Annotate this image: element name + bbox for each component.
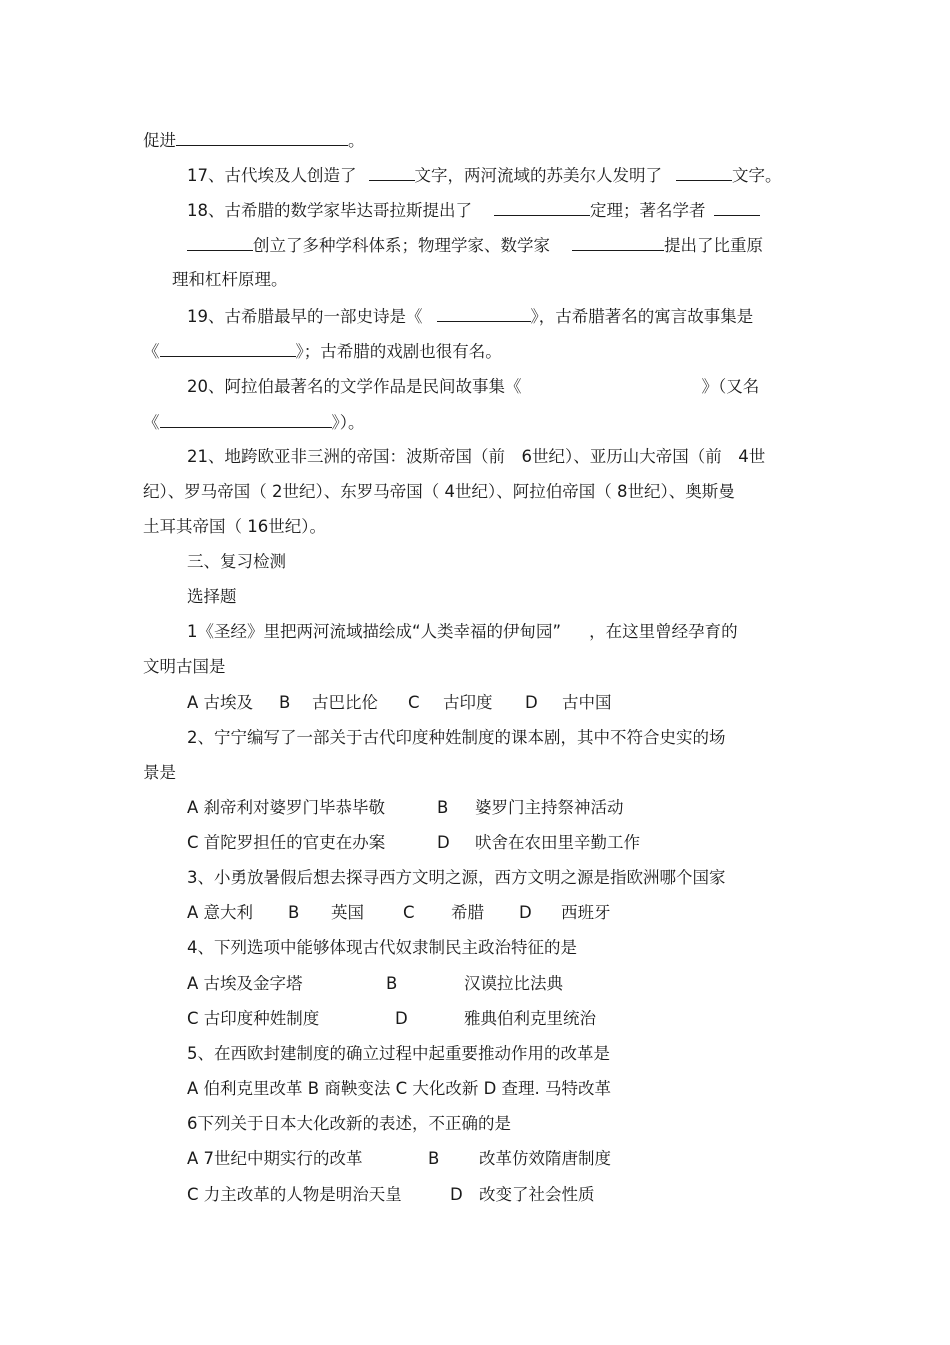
q21-line-1: 21、地跨欧亚非三洲的帝国：波斯帝国（前 6世纪）、亚历山大帝国（前 4世 (187, 447, 766, 466)
c2-question-line-2: 景是 (143, 763, 176, 782)
option-a[interactable]: A 意大利 (187, 903, 254, 922)
option-c[interactable]: 古印度 (443, 693, 493, 712)
fill-blank[interactable] (572, 234, 664, 251)
c1-options (187, 692, 612, 714)
option-b-letter[interactable]: B (437, 798, 449, 817)
option-d[interactable]: 吠舍在农田里辛勤工作 (475, 833, 640, 852)
c2-question-line-1: 2、宁宁编写了一部关于古代印度种姓制度的课本剧，其中不符合史实的场 (187, 728, 726, 747)
option-d-letter[interactable]: D (450, 1185, 463, 1204)
q18-text-d: 提出了比重原 (664, 236, 763, 255)
option-d-letter[interactable]: D (525, 693, 538, 712)
c5-options[interactable]: A 伯利克里改革 B 商鞅变法 C 大化改新 D 查理. 马特改革 (187, 1079, 612, 1098)
option-b[interactable]: 古巴比伦 (312, 693, 378, 712)
q17-text-a: 17、古代埃及人创造了 (187, 166, 357, 185)
q20-text-a: 20、阿拉伯最著名的文学作品是民间故事集《 (187, 377, 522, 396)
c2-options-row-2 (187, 832, 640, 854)
option-b[interactable]: 改革仿效隋唐制度 (479, 1149, 611, 1168)
option-b-letter[interactable]: B (288, 903, 300, 922)
q18-text-c: 创立了多种学科体系；物理学家、数学家 (253, 236, 550, 255)
option-c-letter[interactable]: C (408, 693, 420, 712)
c4-options-row-1 (187, 973, 563, 995)
fill-blank[interactable] (160, 340, 296, 357)
c6-question: 6下列关于日本大化改新的表述，不正确的是 (187, 1114, 511, 1133)
section-subtitle: 选择题 (187, 587, 237, 606)
option-a[interactable]: A 古埃及金字塔 (187, 974, 303, 993)
option-b[interactable]: 英国 (331, 903, 364, 922)
q18-text-e: 理和杠杆原理。 (172, 270, 288, 289)
q21-line-3: 土耳其帝国（ 16世纪）。 (143, 517, 326, 536)
q18-text-a: 18、古希腊的数学家毕达哥拉斯提出了 (187, 201, 472, 220)
option-c[interactable]: 希腊 (451, 903, 484, 922)
q19-line-1 (187, 305, 753, 328)
q21-line-2: 纪）、罗马帝国（ 2世纪）、东罗马帝国（ 4世纪）、阿拉伯帝国（ 8世纪）、奥斯曼 (143, 482, 735, 501)
q17-text-c: 文字。 (732, 166, 782, 185)
option-d-letter[interactable]: D (519, 903, 532, 922)
c6-options-row-1 (187, 1148, 611, 1170)
option-c-letter[interactable]: C (403, 903, 415, 922)
fill-blank[interactable] (494, 199, 590, 216)
q19-text-a: 19、古希腊最早的一部史诗是《 (187, 307, 423, 326)
fill-blank[interactable] (176, 129, 348, 146)
q20-line-1 (187, 376, 759, 398)
q18-line-1 (187, 199, 760, 222)
q16-end: 。 (348, 131, 365, 150)
c3-options (187, 902, 611, 924)
q19-text-d: 》；古希腊的戏剧也很有名。 (295, 342, 502, 361)
option-b-letter[interactable]: B (279, 693, 291, 712)
c4-options-row-2 (187, 1008, 596, 1030)
section-title: 三、复习检测 (187, 552, 286, 571)
q20-text-c: 《 (143, 413, 160, 432)
q16-lead: 促进 (143, 131, 176, 150)
option-b[interactable]: 汉谟拉比法典 (464, 974, 563, 993)
option-d-letter[interactable]: D (395, 1009, 408, 1028)
q18-line-2 (187, 234, 763, 257)
option-b-letter[interactable]: B (386, 974, 398, 993)
fill-blank[interactable] (714, 199, 760, 216)
q19-text-b: 》，古希腊著名的寓言故事集是 (530, 307, 754, 326)
option-a[interactable]: A 刹帝利对婆罗门毕恭毕敬 (187, 798, 386, 817)
option-d-letter[interactable]: D (437, 833, 450, 852)
fill-blank[interactable] (369, 164, 415, 181)
option-b[interactable]: 婆罗门主持祭神活动 (475, 798, 624, 817)
q17-text-b: 文字，两河流域的苏美尔人发明了 (414, 166, 662, 185)
option-b-letter[interactable]: B (428, 1149, 440, 1168)
option-c[interactable]: C 首陀罗担任的官吏在办案 (187, 833, 386, 852)
c3-question: 3、小勇放暑假后想去探寻西方文明之源，西方文明之源是指欧洲哪个国家 (187, 868, 726, 887)
q19-line-2 (143, 340, 502, 363)
q20-line-2 (143, 411, 365, 434)
option-d[interactable]: 改变了社会性质 (479, 1185, 595, 1204)
q20-text-d: 》）。 (331, 413, 365, 432)
c1-question-line-1 (187, 621, 738, 643)
c1-text-a: 1《圣经》里把两河流域描绘成“人类幸福的伊甸园” (187, 622, 562, 641)
c2-options-row-1 (187, 797, 624, 819)
c4-question: 4、下列选项中能够体现古代奴隶制民主政治特征的是 (187, 938, 577, 957)
option-d[interactable]: 西班牙 (561, 903, 611, 922)
fill-blank[interactable] (437, 305, 531, 322)
c1-question-line-2: 文明古国是 (143, 657, 226, 676)
fill-blank[interactable] (187, 234, 253, 251)
q19-text-c: 《 (143, 342, 160, 361)
option-c[interactable]: C 古印度种姓制度 (187, 1009, 320, 1028)
q20-text-b: 》（又名 (701, 377, 760, 396)
option-d[interactable]: 雅典伯利克里统治 (464, 1009, 596, 1028)
c6-options-row-2 (187, 1184, 595, 1206)
q18-text-b: 定理；著名学者 (590, 201, 706, 220)
c1-text-b: ，在这里曾经孕育的 (589, 622, 738, 641)
option-a[interactable]: A 古埃及 (187, 693, 254, 712)
fill-blank[interactable] (676, 164, 732, 181)
q17-line (187, 164, 782, 187)
option-c[interactable]: C 力主改革的人物是明治天皇 (187, 1185, 402, 1204)
option-a[interactable]: A 7世纪中期实行的改革 (187, 1149, 363, 1168)
q18-line-3 (172, 269, 288, 291)
fill-blank[interactable] (160, 411, 332, 428)
q16-line (143, 129, 365, 152)
option-d[interactable]: 古中国 (562, 693, 612, 712)
c5-question: 5、在西欧封建制度的确立过程中起重要推动作用的改革是 (187, 1044, 610, 1063)
